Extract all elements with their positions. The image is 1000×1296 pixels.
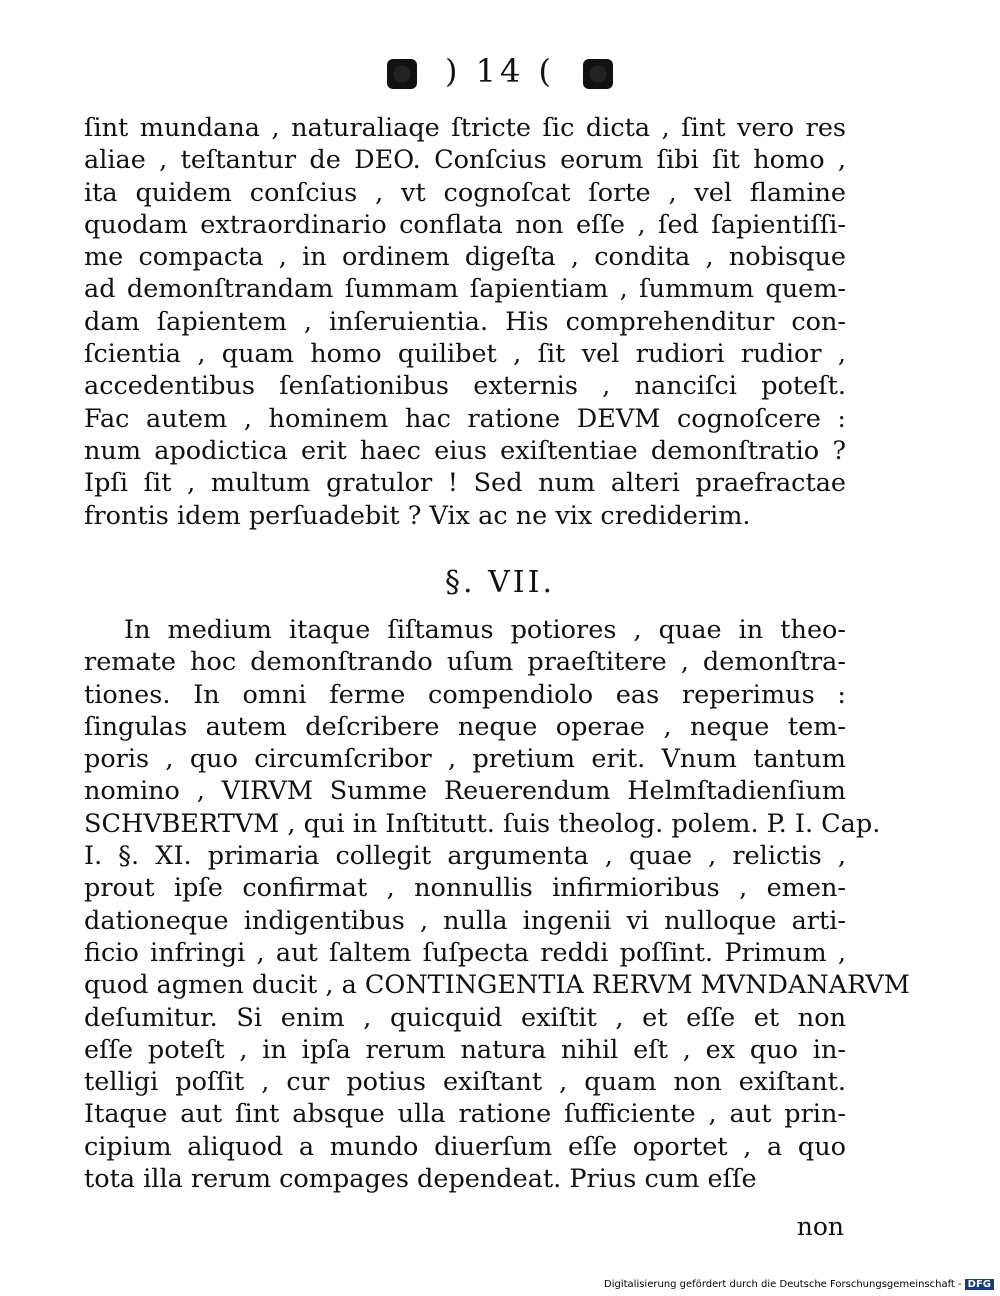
text-line: num apodictica erit haec eius exiſtentiae demonſtratio ? xyxy=(84,435,846,466)
text-line: SCHVBERTVM , qui in Inſtitutt. ſuis theolog. polem. P. I. Cap. xyxy=(84,808,881,839)
ornament-left-icon xyxy=(387,59,417,89)
text-line: ſint mundana , naturaliaqe ſtricte ſic dicta , ſint vero res xyxy=(84,113,846,143)
text-line: Itaque aut ſint absque ulla ratione ſufficiente , aut prin- xyxy=(84,1099,846,1130)
text-line: deſumitur. Si enim , quicquid exiſtit , et eſſe et non xyxy=(84,1002,846,1033)
page-number: ) 14 ( xyxy=(444,52,556,90)
text-line: prout ipſe confirmat , nonnullis infirmioribus , emen- xyxy=(84,873,846,904)
text-line: tota illa rerum compages dependeat. Prius cum eſſe xyxy=(84,1164,757,1195)
text-line: In medium itaque ſiſtamus potiores , quae in theo- xyxy=(124,615,846,645)
text-line: quodam extraordinario conflata non eſſe , ſed ſapientiſſi- xyxy=(84,209,846,240)
catchword: non xyxy=(796,1212,844,1241)
text-line: ficio infringi , aut ſaltem ſuſpecta reddi poſſint. Primum , xyxy=(84,937,846,968)
text-line: Ipſi ſit , multum gratulor ! Sed num alteri praefractae xyxy=(84,468,846,499)
section-heading: §. VII. xyxy=(445,565,555,600)
text-line: ita quidem conſcius , vt cognoſcat ſorte , vel flamine xyxy=(84,177,846,208)
text-line: dam ſapientem , inſeruientia. His comprehenditur con- xyxy=(84,306,846,337)
paragraph-2 xyxy=(84,614,910,1195)
text-line: ad demonſtrandam ſummam ſapientiam , ſummum quem- xyxy=(84,274,846,305)
text-line: frontis idem perſuadebit ? Vix ac ne vix crediderim. xyxy=(84,500,751,531)
text-line: telligi poſſit , cur potius exiſtant , quam non exiſtant. xyxy=(84,1067,846,1098)
text-line: Fac autem , hominem hac ratione DEVM cognoſcere : xyxy=(84,403,846,434)
text-line: I. §. XI. primaria collegit argumenta , quae , relictis , xyxy=(84,841,846,872)
dfg-logo: DFG xyxy=(965,1279,994,1290)
text-line: accedentibus ſenſationibus externis , nanciſci poteſt. xyxy=(84,371,846,402)
text-line: me compacta , in ordinem digeſta , condita , nobisque xyxy=(84,242,846,273)
text-line: nomino , VIRVM Summe Reuerendum Helmſtadienſium xyxy=(84,776,846,807)
text-line: eſſe poteſt , in ipſa rerum natura nihil eſt , ex quo in- xyxy=(84,1034,846,1065)
text-line: poris , quo circumſcribor , pretium erit. Vnum tantum xyxy=(84,744,846,775)
text-line: quod agmen ducit , a CONTINGENTIA RERVM MVNDANARVM xyxy=(84,970,910,1001)
text-line: ſcientia , quam homo quilibet , ſit vel rudiori rudior , xyxy=(84,339,846,370)
paragraph-1 xyxy=(84,112,846,532)
text-line: ſingulas autem deſcribere neque operae , neque tem- xyxy=(84,711,846,742)
page-header xyxy=(0,52,1000,90)
text-line: aliae , teſtantur de DEO. Conſcius eorum ſibi ſit homo , xyxy=(84,145,846,176)
ornament-right-icon xyxy=(583,59,613,89)
text-line: cipium aliquod a mundo diuerſum eſſe oportet , a quo xyxy=(84,1131,846,1162)
digitization-footer xyxy=(604,1279,994,1290)
footer-text: Digitalisierung gefördert durch die Deutsche Forschungsgemeinschaft - xyxy=(604,1279,962,1290)
text-line: dationeque indigentibus , nulla ingenii vi nulloque arti- xyxy=(84,905,846,936)
text-line: remate hoc demonſtrando uſum praeſtitere , demonſtra- xyxy=(84,647,846,678)
text-line: tiones. In omni ferme compendiolo eas reperimus : xyxy=(84,679,846,710)
